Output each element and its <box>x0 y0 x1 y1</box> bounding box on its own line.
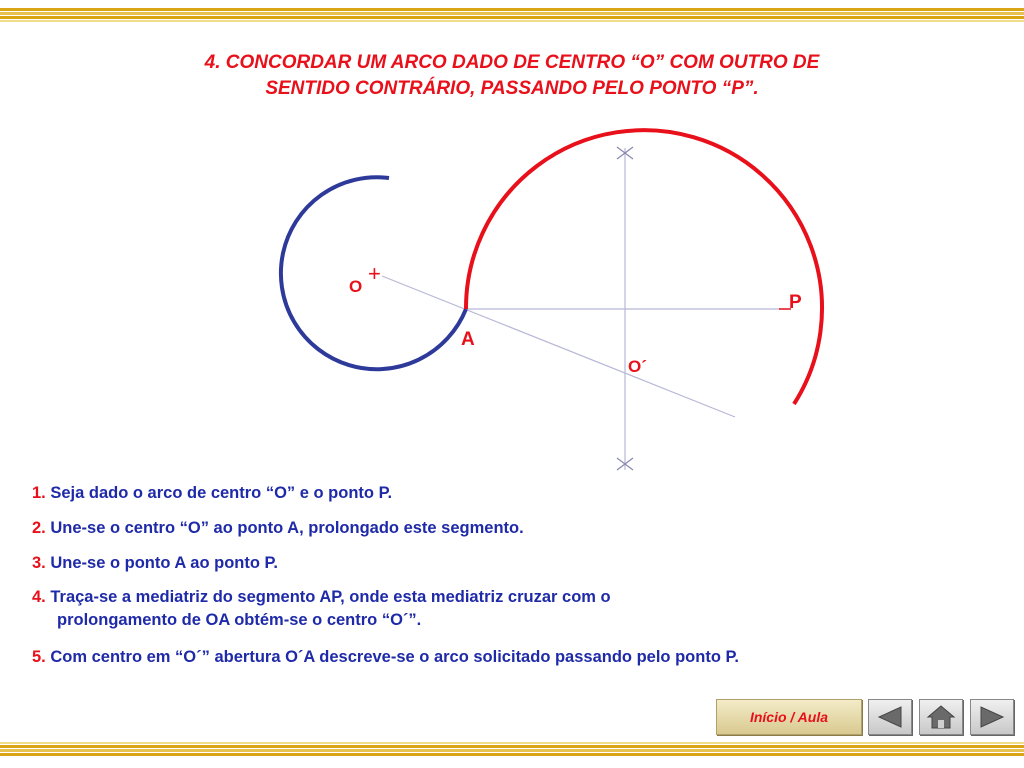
inicio-aula-button[interactable] <box>716 699 862 735</box>
center-o-cross-icon: + <box>368 261 381 286</box>
step-number: 5. <box>32 648 46 666</box>
label-a: A <box>461 329 475 350</box>
step-number: 2. <box>32 519 46 537</box>
step-3 <box>32 554 278 573</box>
step-text: Com centro em “O´” abertura O´A descreve-se o arco solicitado passando pelo ponto P. <box>50 648 739 666</box>
step-text: Une-se o centro “O” ao ponto A, prolongado este segmento. <box>50 519 524 537</box>
step-text: Traça-se a mediatriz do segmento AP, onde esta mediatriz cruzar com o <box>50 588 611 606</box>
label-o: O <box>349 277 363 296</box>
step-2 <box>32 519 524 538</box>
step-number: 1. <box>32 484 46 502</box>
extension-o-a-line <box>382 276 735 417</box>
home-button[interactable] <box>919 699 963 735</box>
step-1 <box>32 484 392 503</box>
triangle-right-icon <box>977 705 1007 729</box>
inicio-aula-label: Início / Aula <box>749 709 829 725</box>
step-number: 3. <box>32 554 46 572</box>
house-icon <box>926 704 956 730</box>
title-line-2: SENTIDO CONTRÁRIO, PASSANDO PELO PONTO “P”. <box>265 78 759 99</box>
previous-button[interactable] <box>868 699 912 735</box>
step-text-continuation: prolongamento de OA obtém-se o centro “O´”. <box>57 611 422 629</box>
step-4 <box>32 588 611 630</box>
label-p: P <box>789 292 802 313</box>
step-5 <box>32 648 739 667</box>
triangle-left-icon <box>875 705 905 729</box>
step-number: 4. <box>32 588 46 606</box>
label-o-prime: O´ <box>628 357 647 376</box>
title-line-1: 4. CONCORDAR UM ARCO DADO DE CENTRO “O” COM OUTRO DE <box>204 52 820 73</box>
step-text: Une-se o ponto A ao ponto P. <box>50 554 278 572</box>
step-text: Seja dado o arco de centro “O” e o ponto P. <box>50 484 393 502</box>
next-button[interactable] <box>970 699 1014 735</box>
